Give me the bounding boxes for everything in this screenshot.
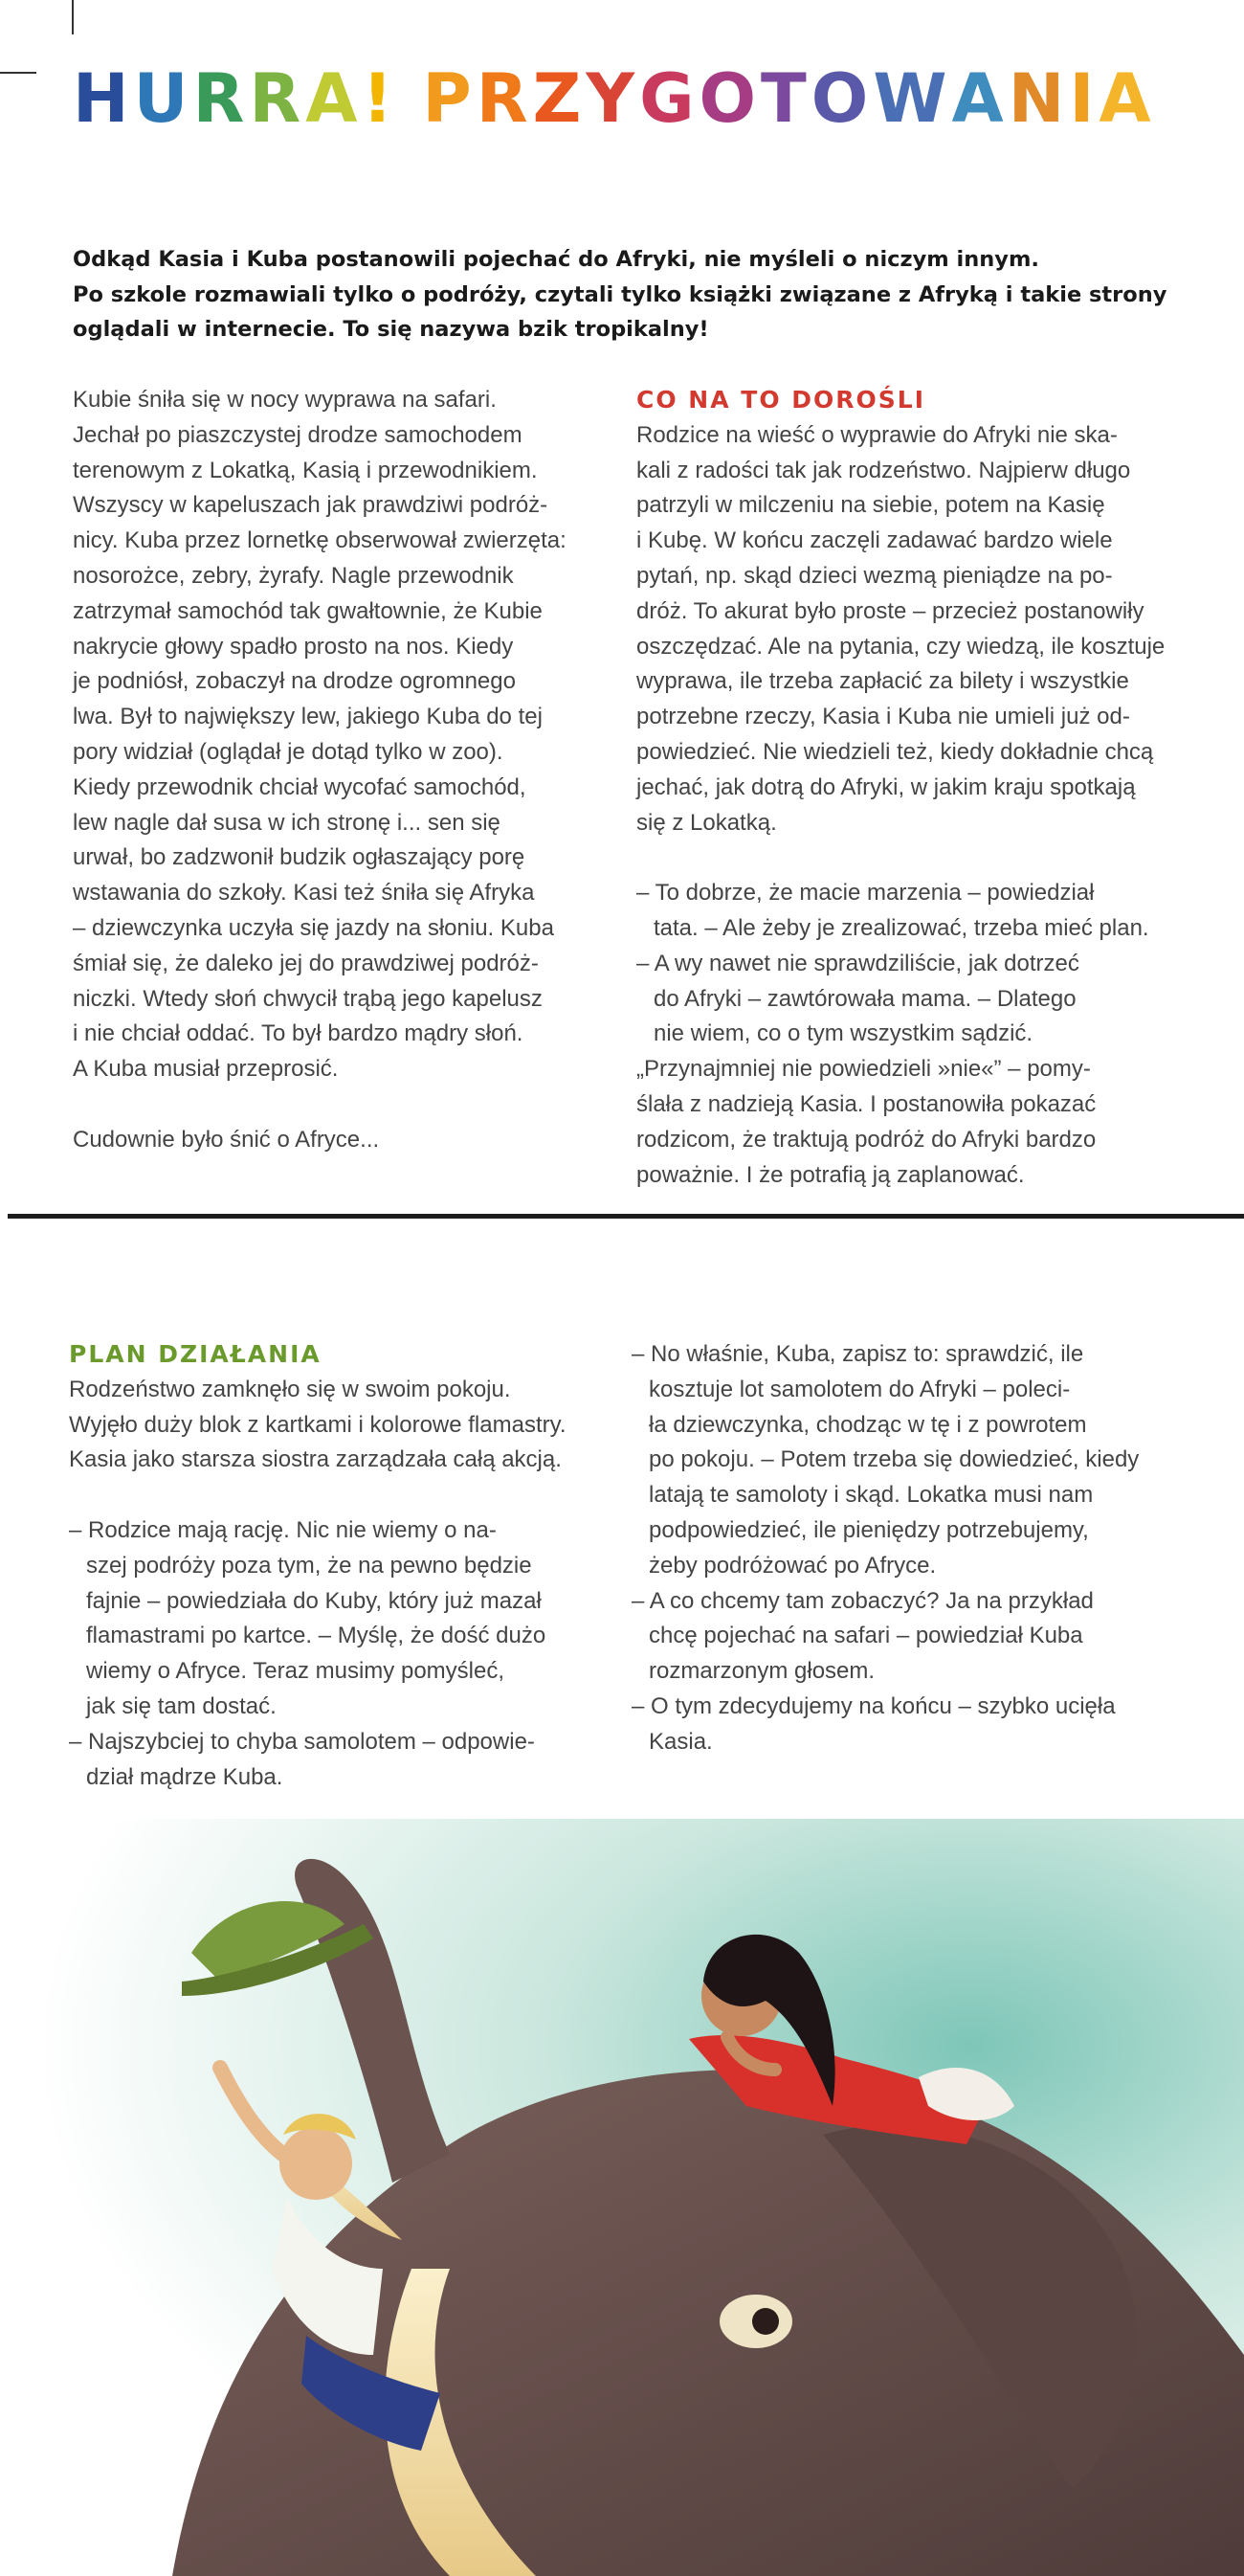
text-line: i nie chciał oddać. To był bardzo mądry słoń. (73, 1020, 523, 1047)
text-line: Kasia jako starsza siostra zarządzała całą akcją. (69, 1446, 562, 1473)
dream-paragraph (73, 383, 609, 1087)
text-line: Kasia. (649, 1728, 713, 1755)
story-column-dream (73, 383, 609, 1158)
text-line: pory widział (oglądał je dotąd tylko w zoo). (73, 738, 503, 765)
text-line: jechać, jak dotrą do Afryki, w jakim kraju spotkają (636, 773, 1136, 800)
text-line: do Afryki – zawtórowała mama. – Dlatego (654, 985, 1077, 1012)
text-line: Wszyscy w kapeluszach jak prawdziwi podróż- (73, 492, 548, 519)
intro-line: Po szkole rozmawiali tylko o podróży, czytali tylko książki związane z Afryką i takie strony (73, 281, 1167, 307)
text-line: nosorożce, zebry, żyrafy. Nagle przewodnik (73, 562, 514, 589)
text-line: śmiał się, że daleko jej do prawdziwej podróż- (73, 950, 539, 976)
section-heading-adults: CO NA TO DOROŚLI (636, 386, 926, 414)
title-letter: R (249, 59, 306, 138)
text-line: dział mądrze Kuba. (86, 1763, 283, 1790)
text-line: – O tym zdecydujemy na końcu – szybko ucięła (632, 1692, 1116, 1719)
title-letter: Y (586, 59, 640, 138)
text-line: pytań, np. skąd dzieci wezmą pieniądze na po- (636, 562, 1113, 589)
intro-line: Odkąd Kasia i Kuba postanowili pojechać do Afryki, nie myśleli o niczym innym. (73, 247, 1039, 272)
text-line: kosztuje lot samolotem do Afryki – poleci- (649, 1376, 1071, 1402)
text-line: – dziewczynka uczyła się jazdy na słoniu. Kuba (73, 914, 554, 941)
text-line: chcę pojechać na safari – powiedział Kuba (649, 1623, 1083, 1649)
dream-closing: Cudownie było śnić o Afryce... (73, 1126, 380, 1153)
crop-mark-horizontal (0, 72, 36, 74)
title-letter: Z (532, 59, 587, 138)
title-letter: N (1008, 59, 1070, 138)
text-line: potrzebne rzeczy, Kasia i Kuba nie umieli już od- (636, 704, 1130, 730)
title-letter: R (476, 59, 533, 138)
title-letter: I (1069, 59, 1100, 138)
text-line: – No właśnie, Kuba, zapisz to: sprawdzić, ile (632, 1341, 1084, 1367)
children-riding-elephant-illustration (0, 1819, 1244, 2576)
title-letter: U (133, 59, 193, 138)
text-line: żeby podróżować po Afryce. (649, 1552, 937, 1579)
text-line: – Rodzice mają rację. Nic nie wiemy o na- (69, 1516, 497, 1543)
text-line: wyprawa, ile trzeba zapłacić za bilety i wszystkie (636, 668, 1129, 695)
text-line: fajnie – powiedziała do Kuby, który już mazał (86, 1587, 542, 1614)
title-letter: W (873, 59, 952, 138)
text-line: Jechał po piaszczystej drodze samochodem (73, 421, 522, 448)
text-line: Kubie śniła się w nocy wyprawa na safari. (73, 387, 497, 413)
text-line: patrzyli w milczeniu na siebie, potem na Kasię (636, 492, 1105, 519)
text-line: urwał, bo zadzwonił budzik ogłaszający porę (73, 844, 525, 871)
title-letter: O (699, 59, 762, 138)
text-line: A Kuba musiał przeprosić. (73, 1056, 339, 1083)
title-letter: G (639, 59, 700, 138)
text-line: lew nagle dał susa w ich stronę i... sen się (73, 809, 500, 836)
text-line: szej podróży poza tym, że na pewno będzie (86, 1552, 532, 1579)
plan-paragraph (69, 1373, 605, 1478)
text-line: flamastrami po kartce. – Myślę, że dość dużo (86, 1623, 546, 1649)
story-column-plan (69, 1337, 605, 1795)
text-line: je podniósł, zobaczył na drodze ogromnego (73, 668, 516, 695)
text-line: wiemy o Afryce. Teraz musimy pomyśleć, (86, 1658, 505, 1685)
adults-dialog (636, 876, 1211, 1193)
intro-paragraph (73, 242, 1167, 347)
text-line: niczki. Wtedy słoń chwycił trąbą jego kapelusz (73, 985, 543, 1012)
text-line: nie wiem, co o tym wszystkim sądzić. (654, 1020, 1033, 1047)
text-line: nicy. Kuba przez lornetkę obserwował zwierzęta: (73, 527, 566, 554)
text-line: – To dobrze, że macie marzenia – powiedział (636, 880, 1095, 907)
text-line: zatrzymał samochód tak gwałtownie, że Kubie (73, 597, 543, 624)
title-letter: A (951, 59, 1009, 138)
text-line: po pokoju. – Potem trzeba się dowiedzieć, kiedy (649, 1446, 1140, 1473)
text-line: Wyjęło duży blok z kartkami i kolorowe flamastry. (69, 1411, 566, 1438)
title-letter: O (811, 59, 874, 138)
text-line: poważnie. I że potrafią ją zaplanować. (636, 1161, 1025, 1188)
text-line: powiedzieć. Nie wiedzieli też, kiedy dokładnie chcą (636, 738, 1154, 765)
title-letter: P (422, 59, 477, 138)
text-line: nakrycie głowy spadło prosto na nos. Kiedy (73, 633, 514, 660)
title-letter: A (1099, 59, 1156, 138)
intro-line: oglądali w internecie. To się nazywa bzik tropikalny! (73, 317, 709, 342)
title-letter: ! (362, 59, 398, 138)
text-line: dróż. To akurat było proste – przecież postanowiły (636, 597, 1144, 624)
story-column-plan-continued (632, 1337, 1206, 1760)
text-line: lwa. Był to największy lew, jakiego Kuba do tej (73, 704, 543, 730)
text-line: Rodzeństwo zamknęło się w swoim pokoju. (69, 1376, 511, 1402)
text-line: wstawania do szkoły. Kasi też śniła się Afryka (73, 880, 535, 907)
text-line: latają te samoloty i skąd. Lokatka musi nam (649, 1482, 1094, 1509)
plan-dialog (69, 1513, 605, 1795)
boy-head (279, 2127, 352, 2200)
plan-dialog-continued (632, 1337, 1206, 1760)
text-line: oszczędzać. Ale na pytania, czy wiedzą, ile kosztuje (636, 633, 1166, 660)
text-line: rozmarzonym głosem. (649, 1658, 876, 1685)
text-line: Kiedy przewodnik chciał wycofać samochód, (73, 773, 526, 800)
text-line: ślała z nadzieją Kasia. I postanowiła pokazać (636, 1090, 1097, 1117)
story-column-adults (636, 383, 1211, 1193)
text-line: tata. – Ale żeby je zrealizować, trzeba mieć plan. (654, 914, 1149, 941)
section-heading-plan: PLAN DZIAŁANIA (69, 1340, 322, 1368)
elephant-pupil (752, 2308, 779, 2335)
text-line: rodzicom, że traktują podróż do Afryki bardzo (636, 1126, 1097, 1153)
adults-paragraph (636, 418, 1211, 841)
title-letter: H (73, 59, 134, 138)
text-line: i Kubę. W końcu zaczęli zadawać bardzo wiele (636, 527, 1113, 554)
text-line: podpowiedzieć, ile pieniędzy potrzebujemy, (649, 1516, 1089, 1543)
title-letter: R (192, 59, 250, 138)
crop-mark-vertical (72, 0, 74, 34)
text-line: Rodzice na wieść o wyprawie do Afryki nie ska- (636, 421, 1118, 448)
text-line: – A wy nawet nie sprawdziliście, jak dotrzeć (636, 950, 1079, 976)
title-letter: A (305, 59, 363, 138)
title-letter: T (761, 59, 811, 138)
text-line: terenowym z Lokatką, Kasią i przewodnikiem. (73, 457, 538, 483)
text-line: jak się tam dostać. (86, 1692, 277, 1719)
text-line: się z Lokatką. (636, 809, 777, 836)
text-line: – A co chcemy tam zobaczyć? Ja na przykład (632, 1587, 1094, 1614)
text-line: kali z radości tak jak rodzeństwo. Najpierw długo (636, 457, 1131, 483)
text-line: ła dziewczynka, chodząc w tę i z powrotem (649, 1411, 1087, 1438)
page-title (73, 56, 1156, 142)
section-divider (8, 1214, 1244, 1219)
text-line: – Najszybciej to chyba samolotem – odpowie- (69, 1728, 535, 1755)
text-line: „Przynajmniej nie powiedzieli »nie«” – pomy- (636, 1056, 1091, 1083)
